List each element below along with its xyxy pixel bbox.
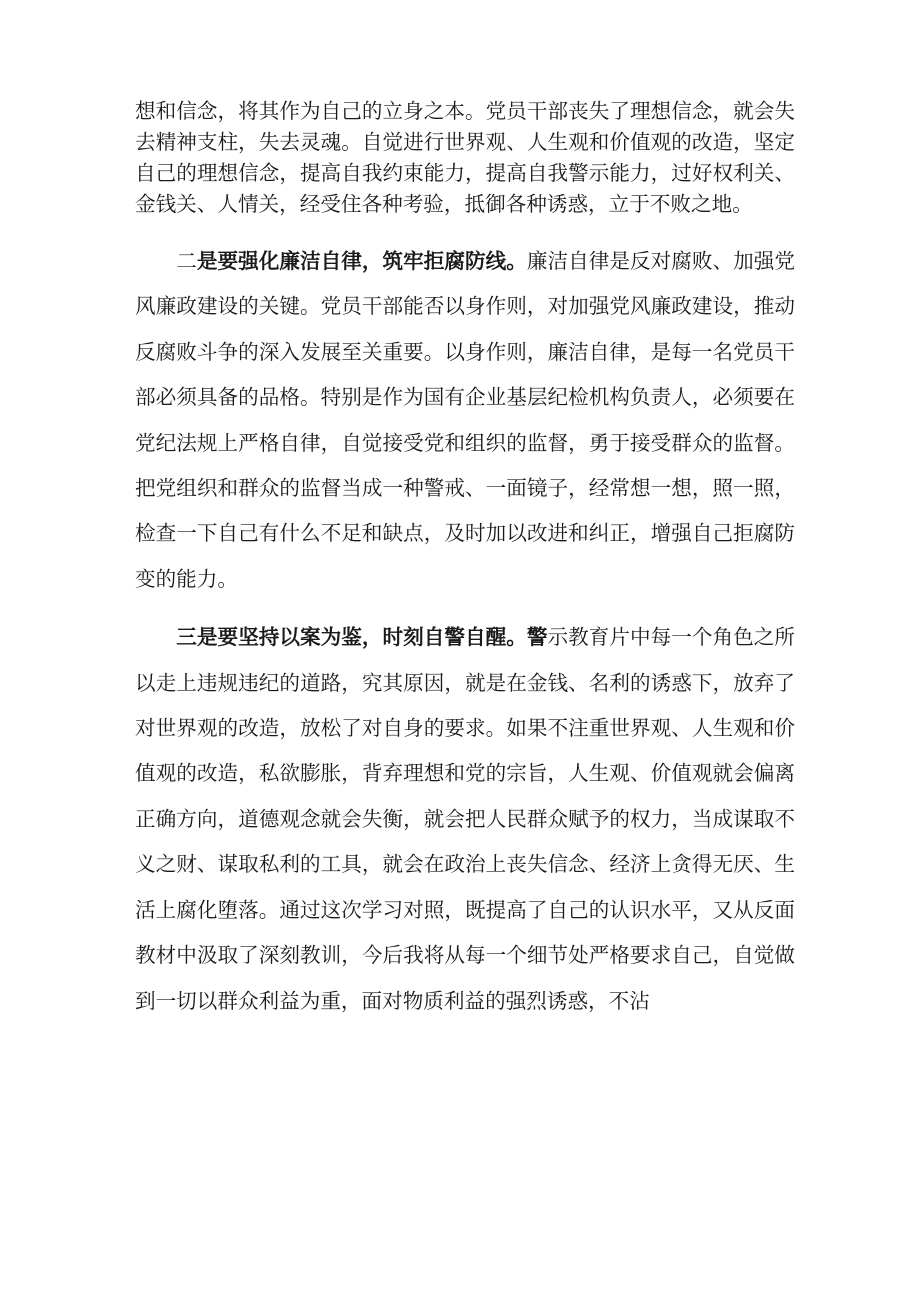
paragraph-continued [135,96,795,220]
paragraph-body: 想和信念，将其作为自己的立身之本。党员干部丧失了理想信念，就会失去精神支柱，失去灵魂。自觉进行世界观、人生观和价值观的改造，坚定自己的理想信念，提高自我约束能力，提高自我警示能力，过好权利关、金钱关、人情关，经受住各种考验，抵御各种诱惑，立于不败之地。 [135,99,795,216]
paragraph-lead: 是要强化廉洁自律，筑牢拒腐防线。 [196,249,527,273]
paragraph-body: 廉洁自律是反对腐败、加强党风廉政建设的关键。党员干部能否以身作则，对加强党风廉政建设，推动反腐败斗争的深入发展至关重要。以身作则，廉洁自律，是每一名党员干部必须具备的品格。特别是作为国有企业基层纪检机构负责人，必须要在党纪法规上严格自律，自觉接受党和组织的监督，勇于接受群众的监督。把党组织和群众的监督当成一种警戒、一面镜子，经常想一想，照一照，检查一下自己有什么不足和缺点，及时加以改进和纠正，增强自己拒腐防变的能力。 [135,249,796,591]
paragraph-point-two [135,239,795,602]
document-page [135,96,795,1024]
paragraph-point-three [135,615,795,1024]
paragraph-lead: 三是要坚持以案为鉴，时刻自警自醒。警 [176,625,548,650]
paragraph-prefix: 二 [176,249,197,273]
paragraph-body: 示教育片中每一个角色之所以走上违规违纪的道路，究其原因，就是在金钱、名利的诱惑下，放弃了对世界观的改造，放松了对自身的要求。如果不注重世界观、人生观和价值观的改造，私欲膨胀，背弃理想和党的宗旨，人生观、价值观就会偏离正确方向，道德观念就会失衡，就会把人民群众赋予的权力，当成谋取不义之财、谋取私利的工具，就会在政治上丧失信念、经济上贪得无厌、生活上腐化堕落。通过这次学习对照，既提高了自己的认识水平，又从反面教材中汲取了深刻教训，今后我将从每一个细节处严格要求自己，自觉做到一切以群众利益为重，面对物质利益的强烈诱惑，不沾 [135,625,796,1013]
